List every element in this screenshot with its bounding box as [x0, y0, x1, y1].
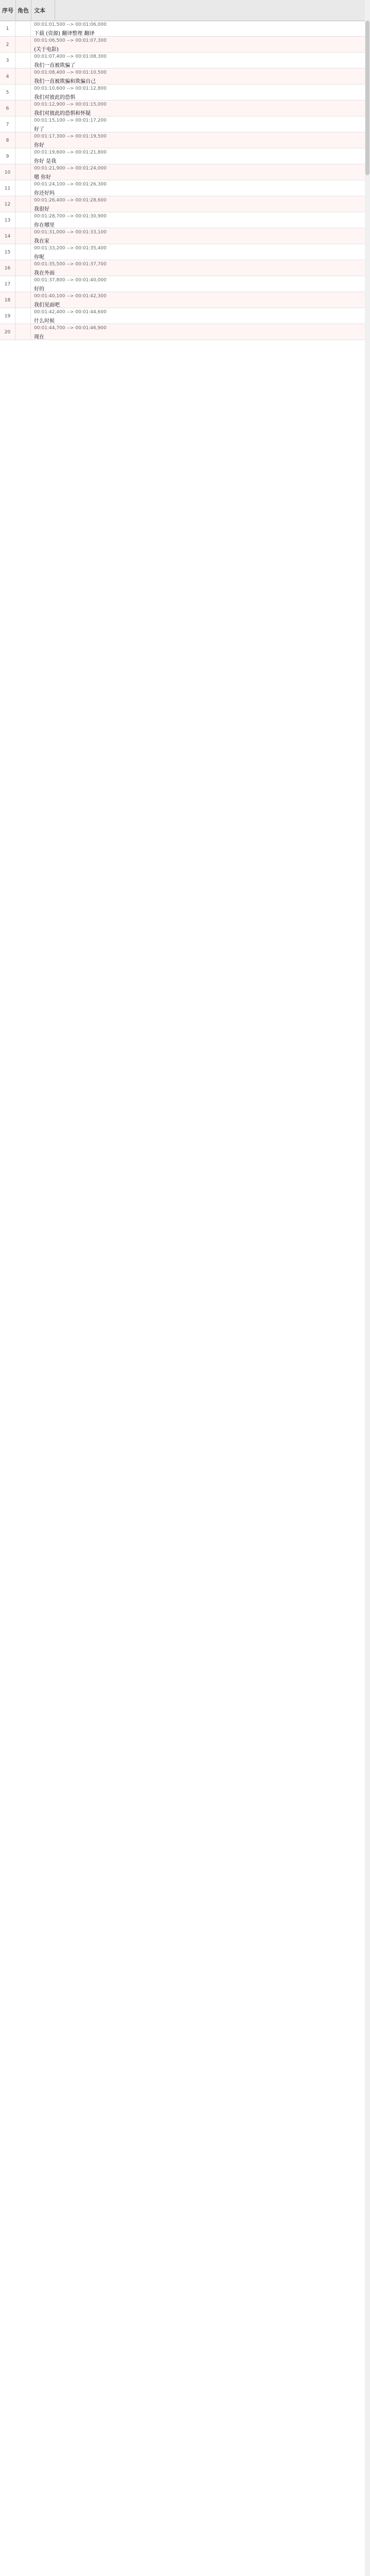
table-row[interactable]	[0, 244, 370, 260]
row-subtitle-text[interactable]: 你好	[34, 143, 44, 148]
row-role[interactable]	[15, 308, 31, 324]
row-timecode: 00:01:19,600 --> 00:01:21,800	[34, 150, 107, 155]
row-timecode: 00:01:37,800 --> 00:01:40,000	[34, 278, 107, 283]
row-timecode: 00:01:17,300 --> 00:01:19,500	[34, 134, 107, 139]
table-row[interactable]	[0, 308, 370, 324]
table-row[interactable]	[0, 53, 370, 69]
row-index: 5	[0, 84, 15, 100]
scrollbar-thumb[interactable]	[365, 21, 369, 175]
table-row[interactable]	[0, 324, 370, 340]
row-timecode: 00:01:44,700 --> 00:01:46,900	[34, 326, 107, 331]
row-subtitle-text[interactable]: 我很好	[34, 207, 49, 212]
row-subtitle-text[interactable]: 你好 是我	[34, 159, 57, 164]
row-role[interactable]	[15, 180, 31, 196]
row-role[interactable]	[15, 292, 31, 308]
table-row[interactable]	[0, 84, 370, 100]
row-subtitle-text[interactable]: 你还好吗	[34, 191, 55, 196]
row-role[interactable]	[15, 260, 31, 276]
row-role[interactable]	[15, 132, 31, 148]
table-row[interactable]	[0, 228, 370, 244]
table-row[interactable]	[0, 116, 370, 132]
row-index: 2	[0, 37, 15, 53]
row-timecode: 00:01:31,000 --> 00:01:33,100	[34, 230, 107, 235]
row-role[interactable]	[15, 164, 31, 180]
row-timecode: 00:01:21,900 --> 00:01:24,000	[34, 166, 107, 171]
row-timecode: 00:01:42,400 --> 00:01:44,600	[34, 310, 107, 315]
row-timecode: 00:01:26,400 --> 00:01:28,600	[34, 198, 107, 203]
column-header-text[interactable]: 文本	[31, 0, 55, 21]
row-subtitle-text[interactable]: 下载 (资源) 翻译整理 翻译	[34, 31, 95, 37]
column-header-role[interactable]: 角色	[15, 0, 31, 21]
row-role[interactable]	[15, 244, 31, 260]
table-row[interactable]	[0, 21, 370, 37]
row-timecode: 00:01:15,100 --> 00:01:17,200	[34, 118, 107, 123]
row-role[interactable]	[15, 148, 31, 164]
table-row[interactable]	[0, 276, 370, 292]
row-subtitle-text[interactable]: 我在家	[34, 239, 49, 244]
row-role[interactable]	[15, 37, 31, 53]
row-role[interactable]	[15, 212, 31, 228]
row-timecode: 00:01:06,500 --> 00:01:07,300	[34, 38, 107, 43]
row-index: 10	[0, 164, 15, 180]
vertical-scrollbar[interactable]	[365, 0, 370, 2576]
row-subtitle-text[interactable]: 你在哪里	[34, 223, 55, 228]
row-role[interactable]	[15, 276, 31, 292]
table-row[interactable]	[0, 37, 370, 53]
row-subtitle-text[interactable]: 你呢	[34, 255, 44, 260]
row-index: 3	[0, 53, 15, 69]
table-row[interactable]	[0, 132, 370, 148]
row-index: 20	[0, 324, 15, 340]
row-role[interactable]	[15, 324, 31, 340]
row-index: 11	[0, 180, 15, 196]
row-timecode: 00:01:01,500 --> 00:01:06,000	[34, 22, 107, 27]
table-row[interactable]	[0, 100, 370, 116]
table-row[interactable]	[0, 148, 370, 164]
row-role[interactable]	[15, 228, 31, 244]
row-timecode: 00:01:08,400 --> 00:01:10,500	[34, 70, 107, 75]
row-subtitle-text[interactable]: 我在外面	[34, 270, 55, 276]
row-index: 17	[0, 276, 15, 292]
table-row[interactable]	[0, 69, 370, 84]
table-row[interactable]	[0, 212, 370, 228]
row-index: 18	[0, 292, 15, 308]
row-index: 19	[0, 308, 15, 324]
row-subtitle-text[interactable]: 我们一直被欺骗和欺骗自己	[34, 79, 96, 84]
table-row[interactable]	[0, 164, 370, 180]
row-timecode: 00:01:07,400 --> 00:01:08,300	[34, 54, 107, 59]
row-subtitle-text[interactable]: 现在	[34, 334, 44, 340]
row-index: 12	[0, 196, 15, 212]
row-timecode: 00:01:40,100 --> 00:01:42,300	[34, 294, 107, 299]
row-role[interactable]	[15, 84, 31, 100]
row-subtitle-text[interactable]: (关于电影)	[34, 47, 59, 53]
row-subtitle-text[interactable]: 嗯 你好	[34, 175, 52, 180]
row-index: 16	[0, 260, 15, 276]
row-index: 1	[0, 21, 15, 37]
row-role[interactable]	[15, 196, 31, 212]
row-index: 13	[0, 212, 15, 228]
table-row[interactable]	[0, 292, 370, 308]
row-subtitle-text[interactable]: 我们对彼此的恐惧和怀疑	[34, 111, 91, 116]
row-timecode: 00:01:33,200 --> 00:01:35,400	[34, 246, 107, 251]
row-index: 4	[0, 69, 15, 84]
table-row[interactable]	[0, 196, 370, 212]
row-index: 6	[0, 100, 15, 116]
row-subtitle-text[interactable]: 什么时候	[34, 318, 55, 324]
row-role[interactable]	[15, 53, 31, 69]
table-header	[0, 0, 370, 21]
row-role[interactable]	[15, 100, 31, 116]
row-timecode: 00:01:10,600 --> 00:01:12,800	[34, 86, 107, 91]
row-index: 7	[0, 116, 15, 132]
row-index: 14	[0, 228, 15, 244]
row-role[interactable]	[15, 69, 31, 84]
table-row[interactable]	[0, 260, 370, 276]
row-subtitle-text[interactable]: 好的	[34, 286, 44, 292]
row-role[interactable]	[15, 21, 31, 37]
row-index: 15	[0, 244, 15, 260]
row-role[interactable]	[15, 116, 31, 132]
row-timecode: 00:01:35,500 --> 00:01:37,700	[34, 262, 107, 267]
row-subtitle-text[interactable]: 我们见面吧	[34, 302, 60, 308]
row-index: 8	[0, 132, 15, 148]
row-timecode: 00:01:12,900 --> 00:01:15,000	[34, 102, 107, 107]
row-timecode: 00:01:28,700 --> 00:01:30,900	[34, 214, 107, 219]
row-index: 9	[0, 148, 15, 164]
table-row[interactable]	[0, 180, 370, 196]
row-timecode: 00:01:24,100 --> 00:01:26,300	[34, 182, 107, 187]
row-subtitle-text[interactable]: 我们对彼此的恐惧	[34, 95, 75, 100]
column-header-index[interactable]: 序号	[0, 0, 16, 21]
row-subtitle-text[interactable]: 好了	[34, 127, 44, 132]
row-subtitle-text[interactable]: 我们一直被欺骗了	[34, 63, 75, 69]
